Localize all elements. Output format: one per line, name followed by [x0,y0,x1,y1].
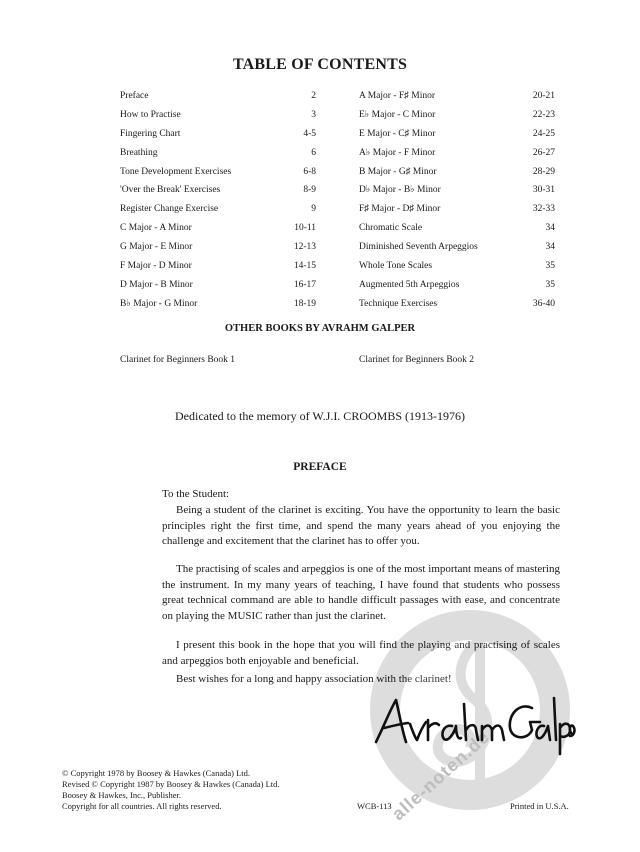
toc-entry [120,241,316,260]
toc-entry-page: 18-19 [293,298,316,309]
toc-entry-label: D♭ Major - B♭ Minor [359,185,441,196]
dedication: Dedicated to the memory of W.J.I. CROOMBS (1913-1976) [175,409,465,423]
toc-entry-label: G Major - E Minor [120,242,193,253]
toc-entry-label: Augmented 5th Arpeggios [359,279,460,290]
toc-entry-label: A Major - F♯ Minor [359,91,435,101]
toc-entry [120,260,316,279]
toc-entry-label: C Major - A Minor [120,223,192,234]
toc-left-column [120,90,316,317]
toc-entry [359,128,555,147]
toc-entry [120,147,316,166]
catalog-code: WCB-113 [357,801,392,811]
copyright-line-1: © Copyright 1978 by Boosey & Hawkes (Canada) Ltd. [62,768,251,778]
toc-entry [359,203,555,222]
toc-entry-label: Chromatic Scale [359,223,423,234]
toc-entry [120,298,316,317]
toc-entry-page: 6 [311,147,316,158]
toc-entry-label: B♭ Major - G Minor [120,298,198,309]
toc-entry-label: Preface [120,91,149,101]
toc-entry-label: Fingering Chart [120,128,181,139]
toc-entry [359,260,555,279]
toc-entry-label: D Major - B Minor [120,279,193,290]
toc-entry [120,222,316,241]
toc-entry-page: 2 [311,91,316,101]
toc-entry-label: B Major - G♯ Minor [359,166,437,177]
toc-entry-label: F♯ Major - D♯ Minor [359,204,441,215]
preface-paragraph-4: Best wishes for a long and happy association with the clarinet! [176,673,452,685]
preface-paragraph-2: The practising of scales and arpeggios is one of the most important means of mastering the instrument. In my many years of teaching, I have found that students who possess great technical command are able to handle difficult passages with ease, and concentrate on playing the MUSIC rather than just the clarinet. [162,563,560,622]
other-book-2: Clarinet for Beginners Book 2 [359,355,475,365]
toc-entry-page: 10-11 [294,223,316,234]
toc-entry-page: 35 [545,261,555,272]
toc-entry-page: 16-17 [293,279,316,290]
toc-entry [120,203,316,222]
toc-entry-label: A♭ Major - F Minor [359,147,436,158]
watermark-text: alle-noten.de [387,726,494,825]
toc-entry-page: 34 [545,242,555,253]
copyright-line-3: Boosey & Hawkes, Inc., Publisher. [62,790,181,800]
toc-entry-page: 22-23 [532,109,555,120]
toc-entry [359,90,555,109]
other-books-heading: OTHER BOOKS BY AVRAHM GALPER [224,323,416,334]
toc-entry [120,128,316,147]
toc-right-column [359,90,555,317]
toc-entry-page: 6-8 [303,166,316,177]
toc-entry-label: Diminished Seventh Arpeggios [359,242,478,253]
toc-entry-page: 9 [311,204,316,215]
toc-entry-page: 36-40 [532,298,555,309]
toc-entry [120,90,316,109]
page-title: TABLE OF CONTENTS [232,56,408,73]
toc-entry [359,109,555,128]
toc-entry-page: 20-21 [532,91,555,101]
toc-entry-page: 26-27 [532,147,555,158]
toc-entry-label: Whole Tone Scales [359,261,433,272]
toc-entry-page: 34 [545,223,555,234]
toc-entry [359,184,555,203]
preface-paragraph-1: Being a student of the clarinet is exciting. You have the opportunity to learn the basic principles right the first time, and spend the many years ahead of you enjoying the challenge and excitement that the clarinet has to offer you. [162,504,560,547]
toc-entry-page: 32-33 [532,204,555,215]
toc-entry-label: E Major - C♯ Minor [359,128,436,139]
toc-entry-label: Register Change Exercise [120,204,219,215]
toc-entry-page: 14-15 [293,261,316,272]
toc-entry-page: 35 [545,279,555,290]
toc-entry-page: 12-13 [293,242,316,253]
toc-entry [359,241,555,260]
toc-entry [120,279,316,298]
toc-entry-label: Tone Development Exercises [120,166,232,177]
toc-entry [359,298,555,317]
preface-heading: PREFACE [293,461,347,473]
toc-entry-label: E♭ Major - C Minor [359,109,436,120]
toc-entry-label: Breathing [120,147,158,158]
toc-entry [359,222,555,241]
printed-in: Printed in U.S.A. [510,801,569,811]
copyright-block [62,768,280,812]
toc-entry-page: 30-31 [532,185,555,196]
toc-entry [359,147,555,166]
toc-entry-page: 3 [311,109,316,120]
other-book-1: Clarinet for Beginners Book 1 [120,355,236,365]
toc-entry-page: 4-5 [303,128,316,139]
toc-entry [359,279,555,298]
toc-entry [359,166,555,185]
toc-entry-label: How to Practise [120,109,181,120]
toc-entry-page: 28-29 [532,166,555,177]
toc-entry-label: 'Over the Break' Exercises [120,185,221,196]
toc-entry-label: Technique Exercises [359,298,438,309]
toc-entry-label: F Major - D Minor [120,261,192,272]
preface-salutation: To the Student: [162,488,230,500]
toc-entry-page: 24-25 [532,128,555,139]
signature-icon [370,690,580,760]
toc-entry [120,166,316,185]
copyright-line-4: Copyright for all countries. All rights reserved. [62,801,222,811]
toc-entry-page: 8-9 [303,185,316,196]
toc-entry [120,184,316,203]
toc-entry [120,109,316,128]
preface-paragraph-3: I present this book in the hope that you will find the playing and practising of scales and arpeggios both enjoyable and beneficial. [162,639,560,667]
copyright-line-2: Revised © Copyright 1987 by Boosey & Hawkes (Canada) Ltd. [62,779,280,789]
